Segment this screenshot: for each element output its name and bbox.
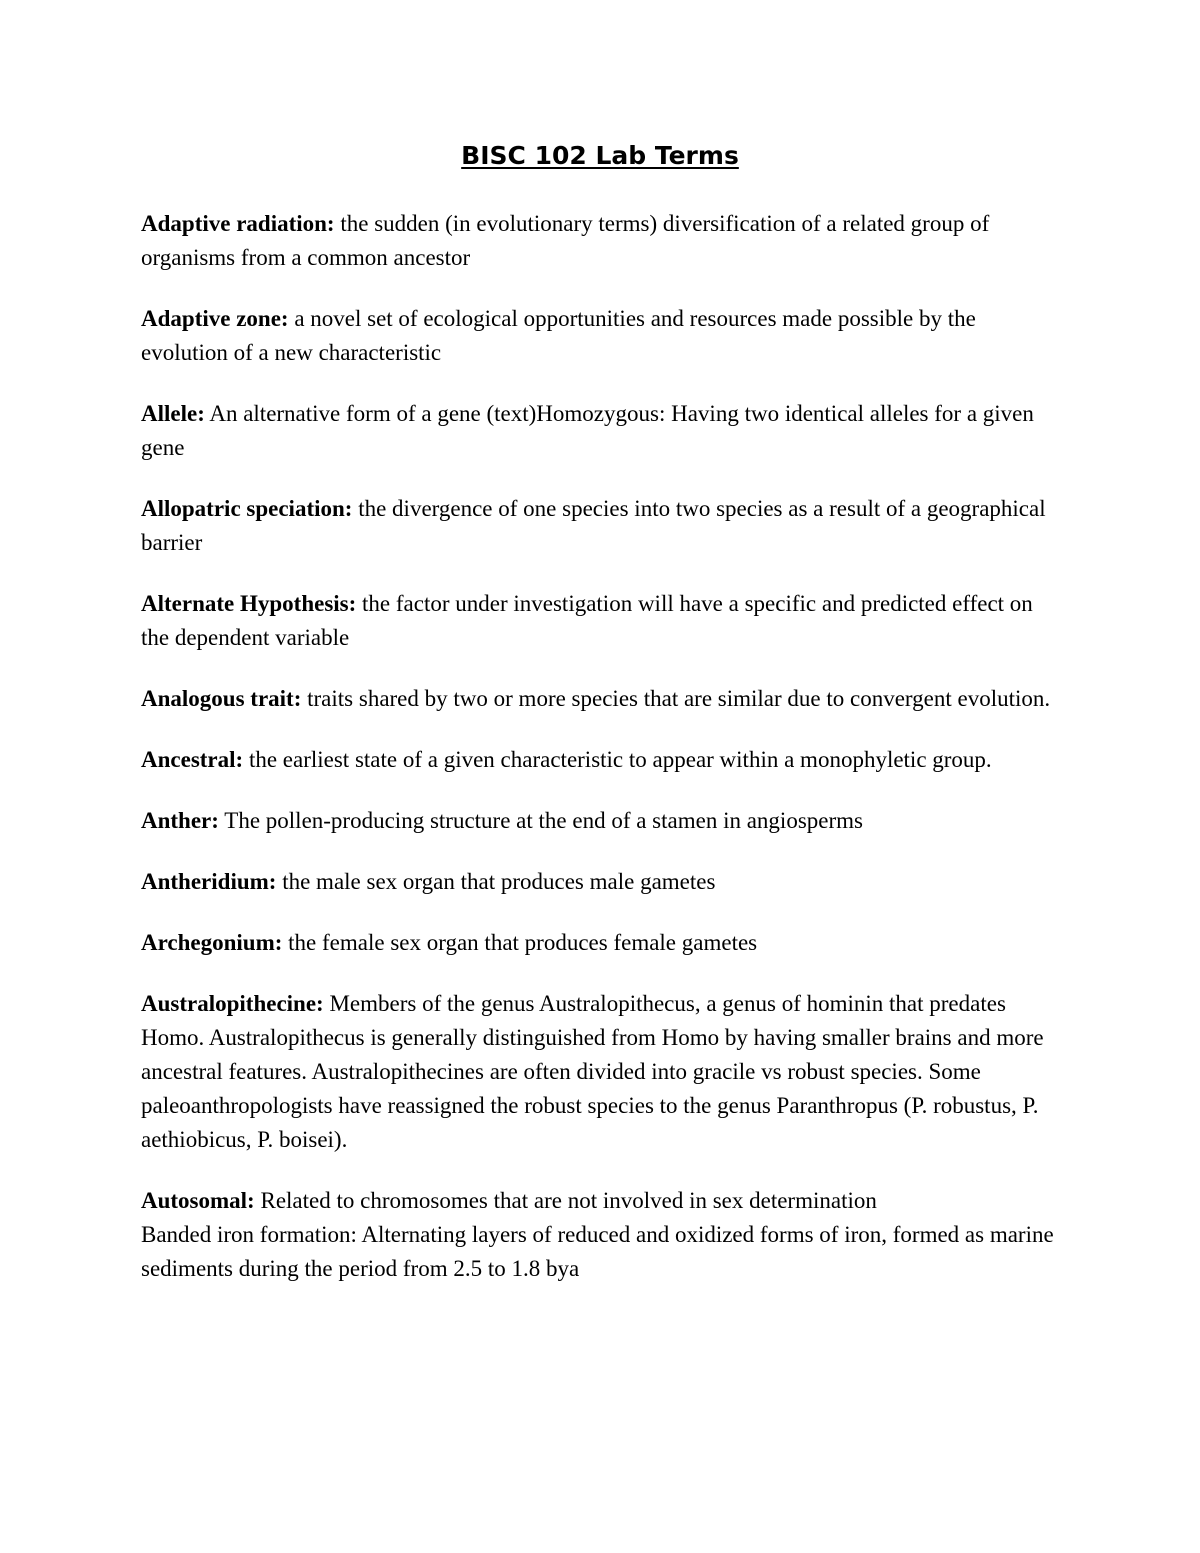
term-definition: a novel set of ecological opportunities and resources made possible by the evolution of a new characteristic [141, 306, 976, 365]
term-entry [141, 587, 1061, 655]
term-entry [141, 492, 1061, 560]
term-definition: Related to chromosomes that are not involved in sex determination [260, 1188, 877, 1213]
term-entry [141, 397, 1061, 465]
term-entry [141, 1184, 1061, 1286]
term-continuation: Banded iron formation: Alternating layers of reduced and oxidized forms of iron, formed as marine sediments during the period from 2.5 to 1.8 bya [141, 1222, 1054, 1281]
term-entry [141, 743, 1061, 777]
term-name: Archegonium: [141, 930, 283, 955]
term-entry [141, 865, 1061, 899]
term-definition: An alternative form of a gene (text)Homozygous: Having two identical alleles for a given gene [141, 401, 1034, 460]
term-name: Allele: [141, 401, 205, 426]
term-name: Autosomal: [141, 1188, 255, 1213]
term-name: Anther: [141, 808, 219, 833]
term-entry [141, 804, 1061, 838]
term-definition: the sudden (in evolutionary terms) diversification of a related group of organisms from a common ancestor [141, 211, 990, 270]
term-definition: the female sex organ that produces female gametes [288, 930, 758, 955]
term-definition: the factor under investigation will have a specific and predicted effect on the dependent variable [141, 591, 1033, 650]
term-name: Australopithecine: [141, 991, 324, 1016]
term-name: Ancestral: [141, 747, 244, 772]
term-definition: the divergence of one species into two species as a result of a geographical barrier [141, 496, 1046, 555]
term-name: Antheridium: [141, 869, 277, 894]
term-entry [141, 926, 1061, 960]
term-name: Adaptive zone: [141, 306, 289, 331]
term-definition: The pollen-producing structure at the end of a stamen in angiosperms [224, 808, 863, 833]
term-definition: the male sex organ that produces male gametes [282, 869, 716, 894]
term-entry [141, 207, 1061, 275]
term-list [141, 207, 1061, 1313]
term-definition: the earliest state of a given characteristic to appear within a monophyletic group. [248, 747, 992, 772]
term-name: Adaptive radiation: [141, 211, 335, 236]
term-name: Analogous trait: [141, 686, 302, 711]
term-entry [141, 682, 1061, 716]
term-entry [141, 987, 1061, 1157]
term-definition: traits shared by two or more species that are similar due to convergent evolution. [307, 686, 1051, 711]
term-name: Alternate Hypothesis: [141, 591, 357, 616]
page-title: BISC 102 Lab Terms [461, 141, 739, 170]
term-name: Allopatric speciation: [141, 496, 353, 521]
term-entry [141, 302, 1061, 370]
term-definition: Members of the genus Australopithecus, a genus of hominin that predates Homo. Australopithecus is generally distinguished from Homo by having smaller brains and more ancestral features. Australopithecines are often divided into gracile vs robust species. Some paleoanthropologists have reassigned the robust species to the genus Paranthropus (P. robustus, P. aethiobicus, P. boisei). [141, 991, 1044, 1152]
